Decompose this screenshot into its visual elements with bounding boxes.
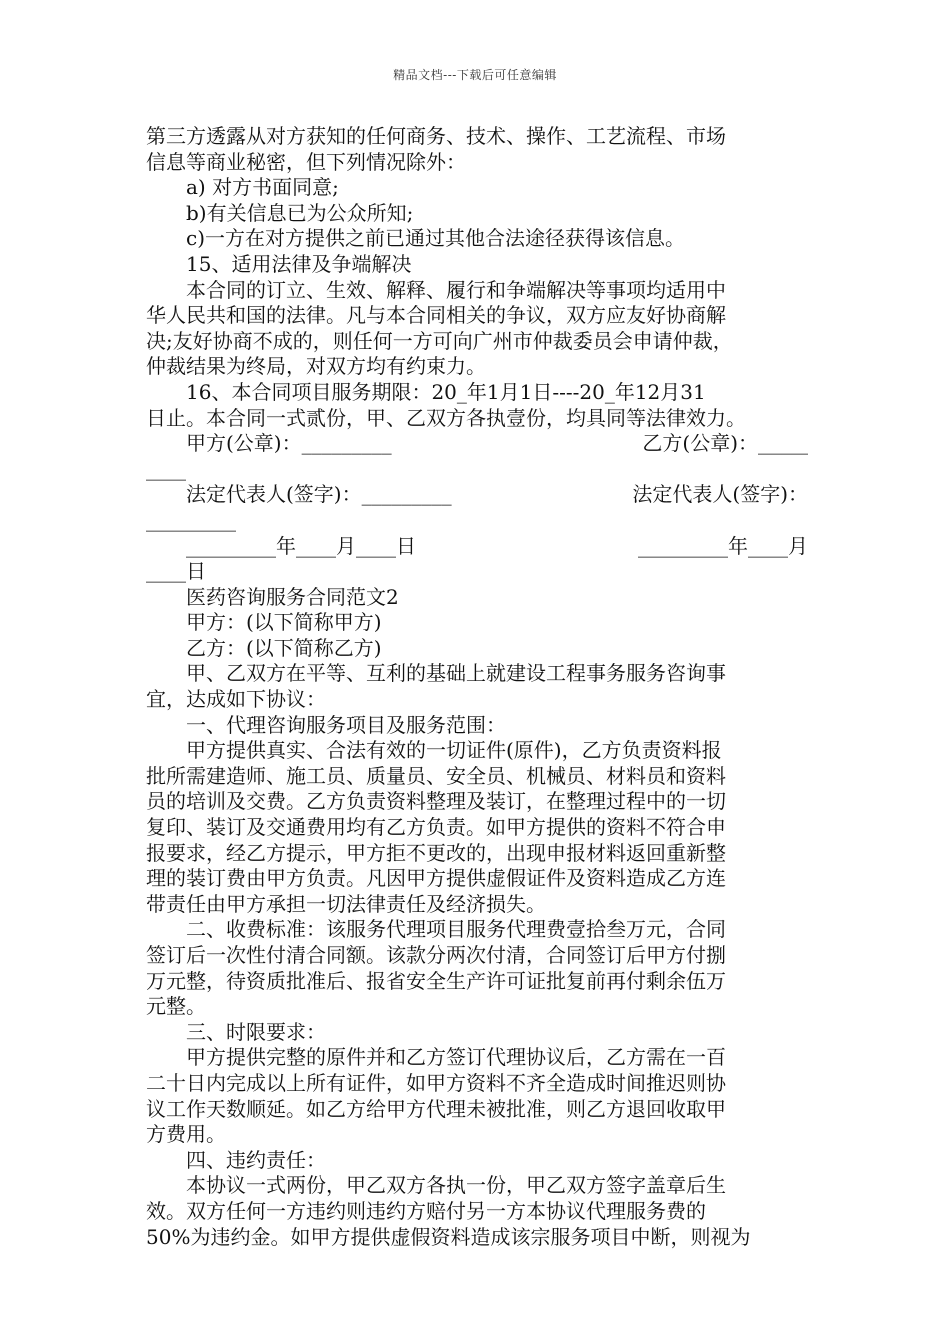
signature-line-continuation: ____ xyxy=(146,456,186,481)
text-line: 日止。本合同一式贰份，甲、乙双方各执壹份，均具同等法律效力。 xyxy=(146,405,746,430)
text-line: 议工作天数顺延。如乙方给甲方代理未被批准，则乙方退回收取甲 xyxy=(146,1096,726,1121)
text-line: 员的培训及交费。乙方负责资料整理及装订，在整理过程中的一切 xyxy=(146,789,726,814)
date-continuation: ____日 xyxy=(146,559,206,584)
section-heading: 15、适用法律及争端解决 xyxy=(146,251,412,276)
contract-title: 医药咨询服务合同范文2 xyxy=(146,584,399,609)
section-heading: 二、收费标准：该服务代理项目服务代理费壹拾叁万元，合同 xyxy=(146,917,726,942)
party-a-legal-rep-label: 法定代表人(签字)：_________ xyxy=(146,482,452,507)
text-line: 华人民共和国的法律。凡与本合同相关的争议，双方应友好协商解 xyxy=(146,303,726,328)
text-line: c)一方在对方提供之前已通过其他合法途径获得该信息。 xyxy=(146,226,686,251)
text-line: 本协议一式两份，甲乙双方各执一份，甲乙双方签字盖章后生 xyxy=(146,1173,726,1198)
page-header: 精品文档---下载后可任意编辑 xyxy=(393,68,557,82)
text-line: a) 对方书面同意; xyxy=(146,175,339,200)
date-row xyxy=(146,534,808,560)
text-line: 本合同的订立、生效、解释、履行和争端解决等事项均适用中 xyxy=(146,277,726,302)
text-line: 决;友好协商不成的，则任何一方可向广州市仲裁委员会申请仲裁， xyxy=(146,328,733,353)
text-line: 甲方提供完整的原件并和乙方签订代理协议后，乙方需在一百 xyxy=(146,1045,726,1070)
section-heading: 三、时限要求： xyxy=(146,1019,326,1044)
text-line: 方费用。 xyxy=(146,1122,226,1147)
party-b-legal-rep-label: 法定代表人(签字)： xyxy=(632,482,808,507)
party-a-date: _________年____月____日 xyxy=(146,533,416,558)
text-line: 仲裁结果为终局，对双方均有约束力。 xyxy=(146,354,486,379)
text-line: 万元整，待资质批准后、报省安全生产许可证批复前再付剩余伍万 xyxy=(146,968,726,993)
party-b-date: _________年____月 xyxy=(638,533,808,558)
text-line: 甲方提供真实、合法有效的一切证件(原件)，乙方负责资料报 xyxy=(146,738,722,763)
text-line: 甲、乙双方在平等、互利的基础上就建设工程事务服务咨询事 xyxy=(146,661,726,686)
text-line: 宜，达成如下协议： xyxy=(146,687,326,712)
text-line: 乙方：(以下简称乙方) xyxy=(146,635,382,660)
party-a-seal-row xyxy=(146,431,808,457)
text-line: 签订后一次性付清合同额。该款分两次付清，合同签订后甲方付捌 xyxy=(146,943,726,967)
text-line: 50%为违约金。如甲方提供虚假资料造成该宗服务项目中断，则视为 xyxy=(146,1224,751,1249)
text-line: 16、本合同项目服务期限：20_年1月1日----20_年12月31 xyxy=(146,379,706,404)
text-line: 二十日内完成以上所有证件，如甲方资料不齐全造成时间推迟则协 xyxy=(146,1070,726,1095)
text-line: 信息等商业秘密，但下列情况除外： xyxy=(146,149,466,174)
party-b-seal-label: 乙方(公章)：_____ xyxy=(642,431,808,456)
legal-rep-row xyxy=(146,482,808,508)
text-line: b)有关信息已为公众所知; xyxy=(146,200,414,225)
party-a-seal-label: 甲方(公章)：_________ xyxy=(146,431,392,456)
text-line: 报要求，经乙方提示，甲方拒不更改的，出现申报材料返回重新整 xyxy=(146,840,726,865)
text-line: 批所需建造师、施工员、质量员、安全员、机械员、材料员和资料 xyxy=(146,763,726,788)
text-line: 第三方透露从对方获知的任何商务、技术、操作、工艺流程、市场 xyxy=(146,124,726,148)
text-line: 理的装订费由甲方负责。凡因甲方提供虚假证件及资料造成乙方连 xyxy=(146,866,726,891)
text-line: 效。双方任何一方违约则违约方赔付另一方本协议代理服务费的 xyxy=(146,1198,706,1223)
text-line: 复印、装订及交通费用均有乙方负责。如甲方提供的资料不符合申 xyxy=(146,815,726,840)
text-line: 带责任由甲方承担一切法律责任及经济损失。 xyxy=(146,891,546,916)
signature-line-continuation: _________ xyxy=(146,507,236,532)
document-body xyxy=(146,124,808,1250)
text-line: 元整。 xyxy=(146,994,206,1019)
section-heading: 四、违约责任： xyxy=(146,1147,326,1172)
section-heading: 一、代理咨询服务项目及服务范围： xyxy=(146,712,506,737)
text-line: 甲方：(以下简称甲方) xyxy=(146,610,382,635)
